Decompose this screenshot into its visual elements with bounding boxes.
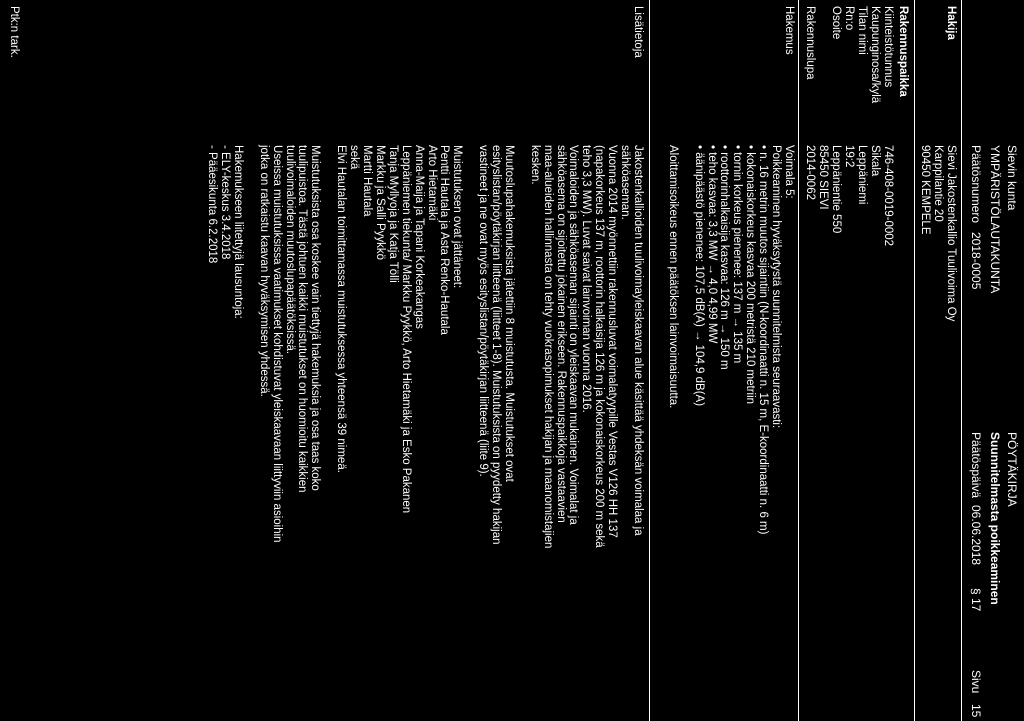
village-label: Kaupunginosa/kylä: [869, 6, 881, 104]
objector-name: Martti Hautala: [361, 145, 373, 217]
info-line: sähköasema on sijoitettu jokainen erikseen. Rakennuspaikkoja vastaavien: [554, 145, 567, 523]
document-subject: Suunnitelmasta poikkeaminen: [988, 432, 1002, 605]
info-line: Jakostenkallioiden tuulivoimayleiskaavan alue käsittää yhdeksän voimalaa ja: [632, 145, 644, 536]
info-line: sekä: [348, 145, 361, 170]
applicant-divider: [914, 0, 915, 721]
additional-info-text: [205, 145, 644, 715]
info-line: esityslistan/pöytäkirjan liitteenä (liitteet 1-8). Muistutuksista on pyydetty hakijan: [490, 145, 503, 545]
info-line: Vuonna 2014 myönnettiin rakennusluvat voimalatyypille Vestas V126 HH 137: [606, 145, 619, 538]
objector-name: Anna-Maija ja Tapani Korkeakangas: [412, 145, 425, 329]
document-type: PÖYTÄKIRJA: [1005, 432, 1019, 507]
village: Sikala: [869, 145, 881, 177]
application-bullet: • n. 16 metrin muutos sijaintiin (N-koordinaatti n. 15 m, E-koordinaatti n. 6 m): [757, 145, 770, 535]
municipality-name: Sievin kunta: [1005, 145, 1019, 211]
info-line: Muutoslupahakemuksista jätettiin 8 muistutusta. Muistutukset ovat: [502, 145, 515, 482]
estate-name: Leppäniemi: [856, 145, 868, 205]
page-number: 15: [969, 704, 983, 718]
applicant-name: Sievi Jakostenkallio Tuulivoima Oy: [945, 145, 957, 322]
application-line: Aloittamisoikeus ennen päätöksen lainvoimaisuutta.: [666, 145, 679, 409]
site-label: Rakennuspaikka: [897, 6, 909, 97]
application-bullet: • tornin korkeus pienenee: 137 m → 135 m: [731, 145, 744, 364]
statement-item: - Pääesikunta 6.2.2018: [206, 145, 219, 264]
info-line: (napakorkeus 137 m, roottorin halkaisija 126 m ja kokonaiskorkeus 200 m sekä: [593, 145, 606, 548]
info-line: jotka on ratkaistu kaavan hyväksymisen yhdessä.: [257, 145, 270, 397]
permit-number: 2014-0062: [804, 145, 816, 200]
decision-number-label: Päätösnumero: [969, 145, 983, 224]
decision-date-label: Päätöspäivä: [969, 432, 983, 499]
objector-name: Arto Hietamäki: [425, 145, 438, 221]
info-spacer: [244, 145, 257, 715]
info-line: tuulivoimaloiden muutoslupapäätöksissä.: [283, 145, 296, 355]
address-postal: 85450 SIEVI: [817, 145, 829, 210]
application-line: Poikkeaminen hyväksytystä suunnitelmista seuraavasti:: [770, 145, 783, 429]
register-number: 19:2: [843, 145, 855, 168]
info-line: tuulipuistoa. Tästä johtuen kaikki muistutukset on huomioitu kaikkien: [296, 145, 309, 493]
property-id: 746-408-0019-0002: [882, 145, 894, 247]
statement-item: - ELY-keskus 3.4.2018: [219, 145, 232, 260]
application-bullet: • äänipäästö pienenee: 107,5 dB(A) → 104,9 dB(A): [692, 145, 705, 407]
info-spacer: [463, 145, 476, 715]
info-line: kesken.: [528, 145, 541, 185]
additional-info-label: Lisätietoja: [632, 6, 644, 58]
info-line: sähköaseman.: [619, 145, 632, 220]
section-number: § 17: [969, 588, 983, 612]
header-divider: [961, 0, 962, 721]
application-spacer: [679, 145, 692, 715]
decision-date: 06.06.2018: [969, 505, 983, 566]
info-line: teho 3,3 MW). Luvat saivat lainvoiman vuonna 2016.: [580, 145, 593, 413]
objector-name: Markku ja Salli Pyykkö: [373, 145, 386, 261]
permit-label: Rakennuslupa: [804, 6, 816, 80]
objector-name: Tanja Myllyoja ja Katja Tölli: [386, 145, 399, 283]
application-label: Hakemus: [783, 6, 795, 55]
info-line: Voimaloiden ja sähköaseman sijainti on yleiskaavan mukainen. Voimalat ja: [567, 145, 580, 525]
minutes-checked-label: Ptk:n tark.: [8, 6, 20, 58]
applicant-postal: 90450 KEMPELE: [919, 145, 931, 235]
board-name: YMPÄRISTÖLAUTAKUNTA: [988, 145, 1002, 294]
page-label: Sivu: [969, 670, 983, 694]
info-line: maa-alueiden hallinnasta on tehty vuokrasopimukset hakijan ja maanomistajien: [541, 145, 554, 549]
application-line: Voimala 5:: [783, 145, 795, 199]
property-id-label: Kiinteistötunnus: [882, 6, 894, 88]
info-line: vastineet ja ne ovat myös esityslistan/pöytäkirjan liitteenä (liite 9).: [477, 145, 490, 477]
address-street: Leppänientie 550: [830, 145, 842, 234]
info-spacer: [321, 145, 334, 715]
application-text: [666, 145, 795, 715]
objector-name: Pentti Hautala ja Asta Renko-Hautala: [438, 145, 451, 335]
application-divider: [649, 0, 650, 721]
info-spacer: [515, 145, 528, 715]
application-bullet: • kokonaiskorkeus kasvaa 200 metristä 210 metriin: [744, 145, 757, 405]
register-number-label: Rn:o: [843, 6, 855, 31]
info-line: Muistutuksista osa koskee vain tiettyjä hakemuksia ja osa taas koko: [309, 145, 322, 491]
site-divider: [798, 0, 799, 721]
info-line: Useissa muistutuksissa vaatimukset kohdistuvat yleiskaavaan liittyviin asioihin: [270, 145, 283, 543]
info-line: Hakemukseen liitettyjä lausuntoja:: [231, 145, 244, 319]
application-bullet: • roottorinhalkaisija kasvaa: 126 m → 150 m: [718, 145, 731, 370]
applicant-label: Hakija: [945, 6, 957, 40]
info-line: Elvi Hautalan toimittamassa muistutuksessa yhteensä 39 nimeä.: [335, 145, 348, 473]
address-label: Osoite: [830, 6, 842, 40]
objector-name: Leppäniemen tiekunta/ Markku Pyykkö, Arto Hietamäki ja Esko Pakanen: [399, 145, 412, 514]
applicant-street: Karppilantie 20: [932, 145, 944, 222]
info-line: Muistutuksen ovat jättäneet:: [451, 145, 464, 289]
estate-name-label: Tilan nimi: [856, 6, 868, 55]
decision-number: 2018-0005: [969, 232, 983, 290]
application-bullet: • teho kasvaa: 3,3 MW → 4,0 4,99 MW: [705, 145, 718, 344]
